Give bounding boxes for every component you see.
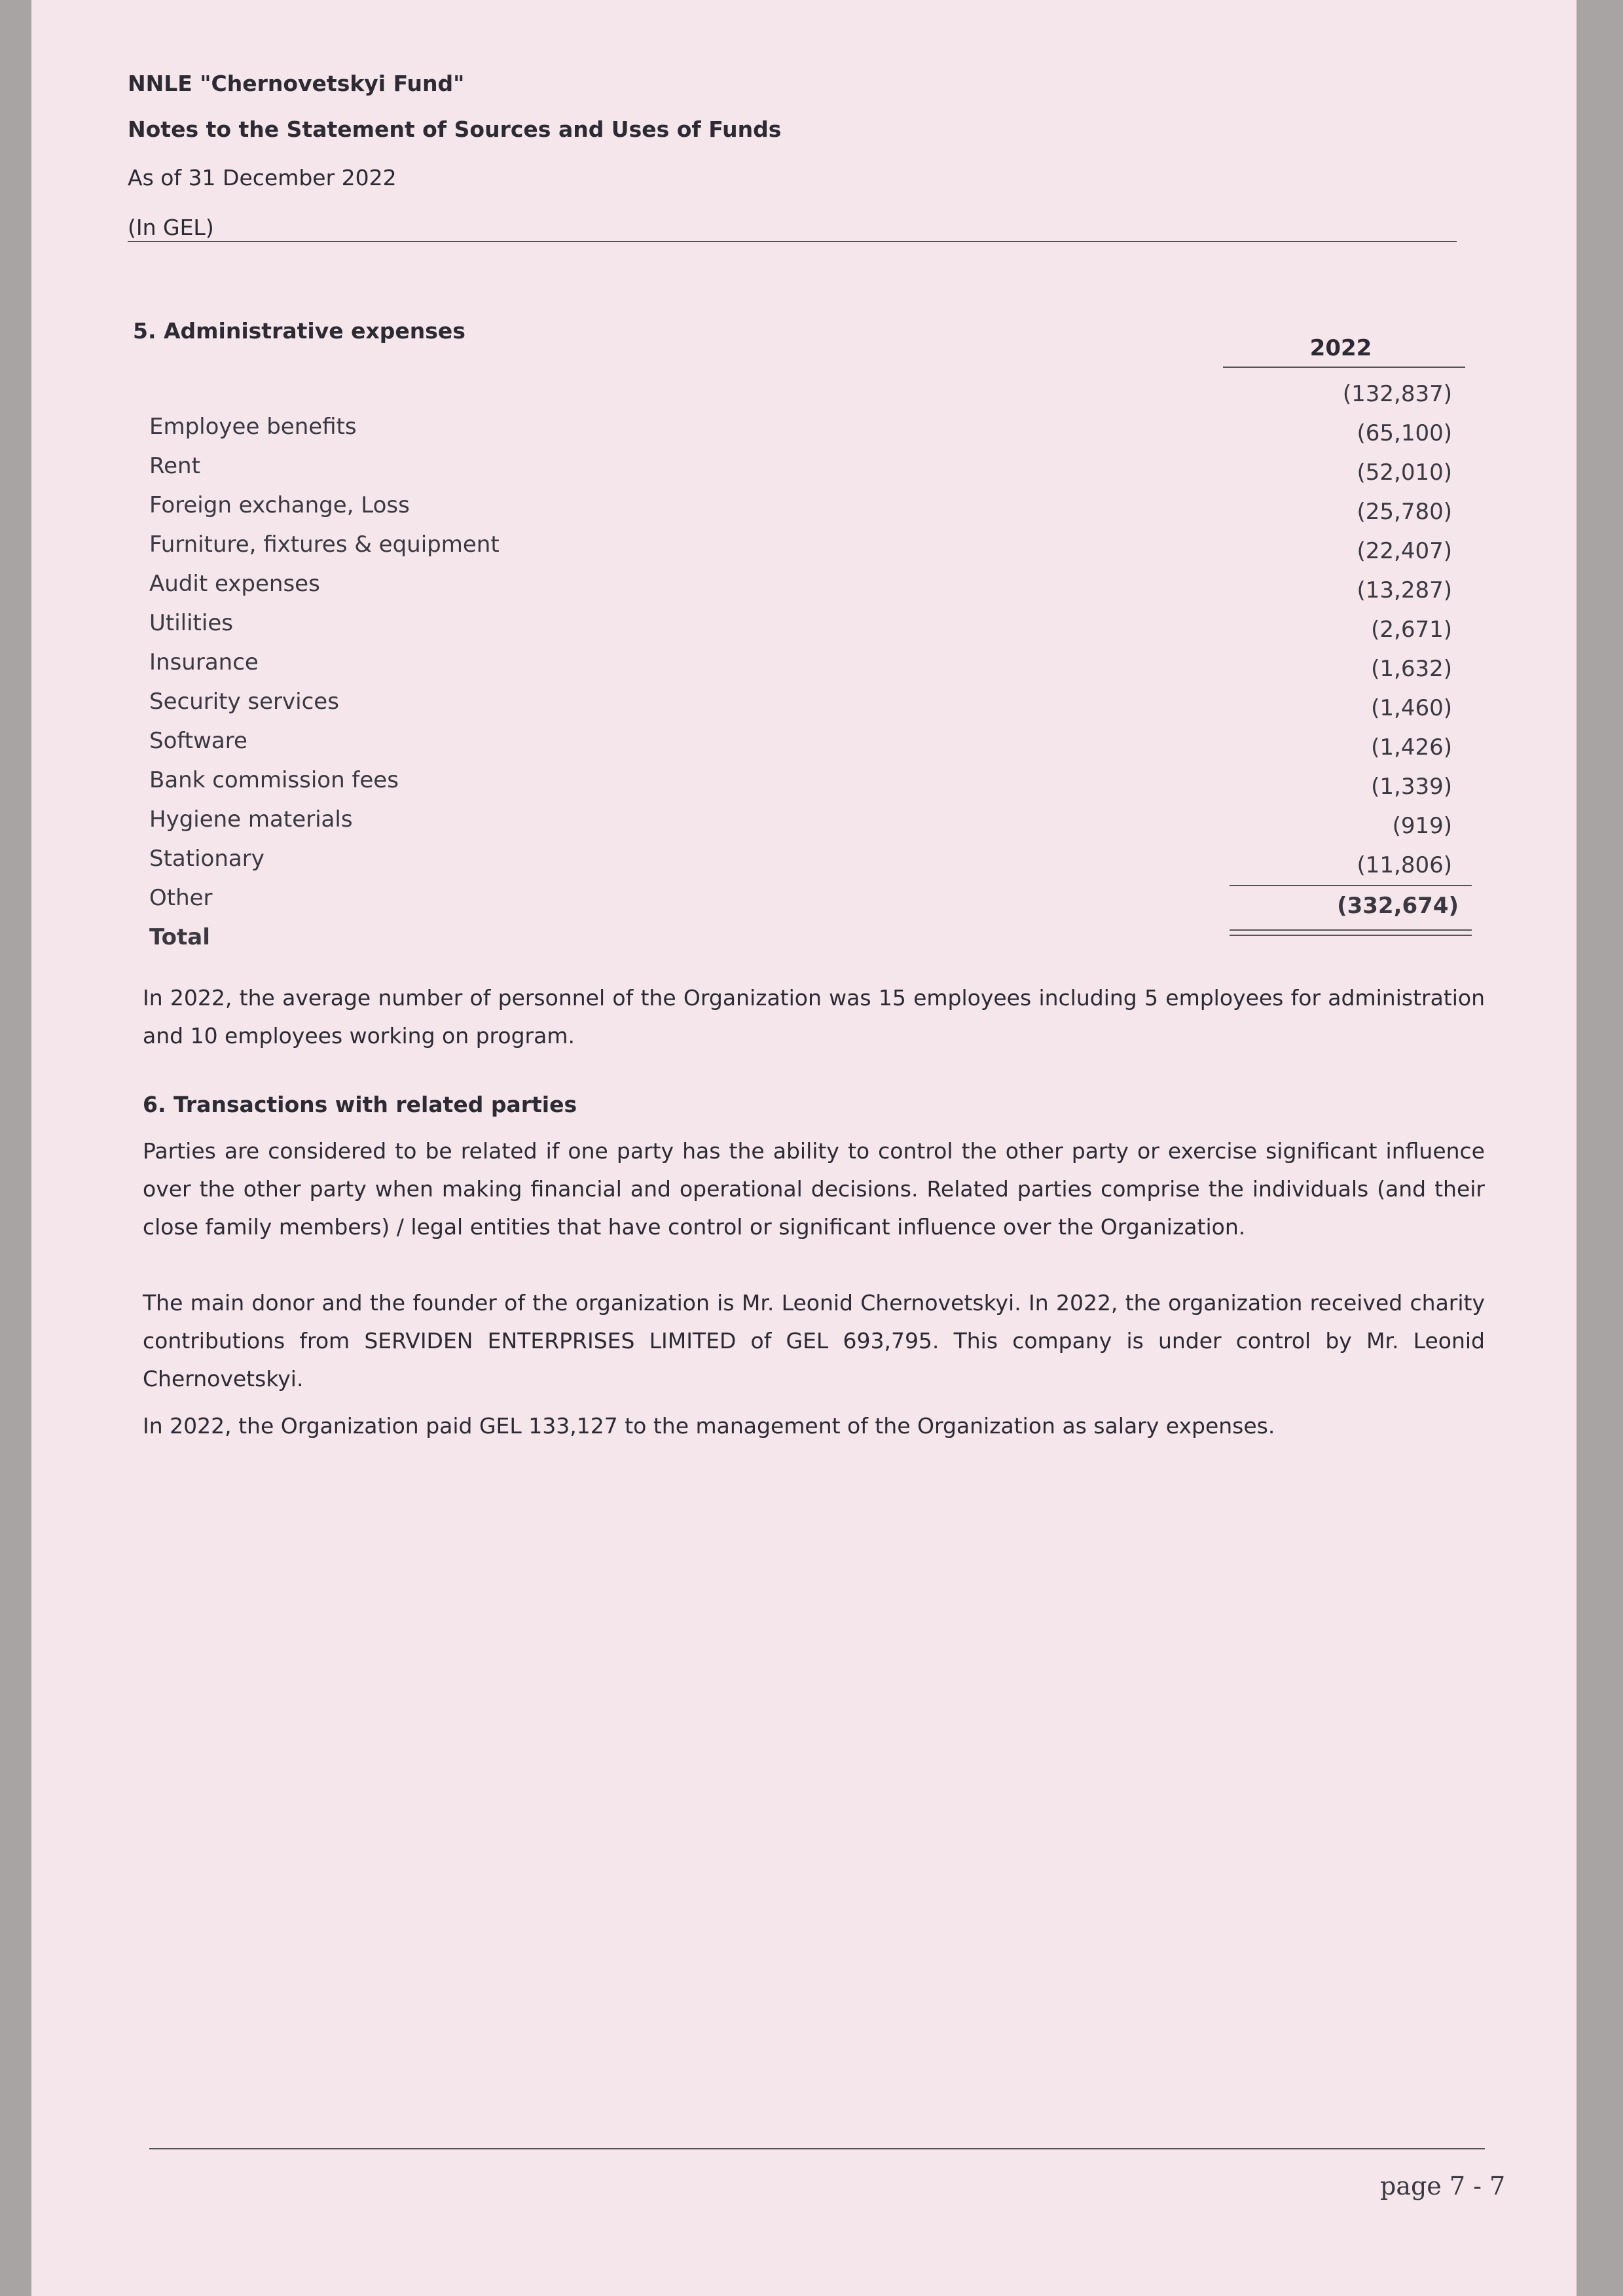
expense-label: Utilities bbox=[149, 610, 233, 636]
expense-label: Security services bbox=[149, 689, 339, 715]
document-page bbox=[31, 0, 1577, 2296]
expense-value: (1,460) bbox=[1371, 695, 1452, 721]
document-title: Notes to the Statement of Sources and Uses of Funds bbox=[128, 117, 782, 142]
year-header-rule bbox=[1223, 367, 1465, 368]
expense-label: Software bbox=[149, 728, 247, 754]
expense-value: (919) bbox=[1392, 813, 1452, 839]
year-column-header: 2022 bbox=[1309, 335, 1372, 361]
expense-value: (1,426) bbox=[1371, 734, 1452, 761]
report-date: As of 31 December 2022 bbox=[128, 165, 397, 190]
expense-value: (1,632) bbox=[1371, 656, 1452, 682]
expense-label: Rent bbox=[149, 453, 200, 479]
related-parties-paragraph-3: In 2022, the Organization paid GEL 133,127 to the management of the Organization as salary expenses. bbox=[143, 1413, 1275, 1439]
expense-label: Stationary bbox=[149, 846, 264, 872]
header-rule bbox=[128, 241, 1457, 242]
subtotal-rule bbox=[1230, 885, 1472, 886]
expense-value: (22,407) bbox=[1357, 538, 1452, 564]
expense-value: (65,100) bbox=[1357, 420, 1452, 446]
total-double-rule-top bbox=[1230, 929, 1472, 931]
page-number: page 7 - 7 bbox=[1380, 2172, 1506, 2200]
section-6-title: 6. Transactions with related parties bbox=[143, 1092, 577, 1117]
expense-value: (1,339) bbox=[1371, 774, 1452, 800]
expense-label: Insurance bbox=[149, 649, 259, 675]
expense-label: Audit expenses bbox=[149, 571, 320, 597]
footer-rule bbox=[149, 2148, 1485, 2149]
personnel-note: In 2022, the average number of personnel of the Organization was 15 employees including 5 employees for administration and 10 employees working on program. bbox=[143, 985, 1485, 1049]
expense-value: (52,010) bbox=[1357, 459, 1452, 486]
expense-value: (11,806) bbox=[1357, 852, 1452, 878]
section-5-title: 5. Administrative expenses bbox=[133, 318, 465, 344]
expense-label: Other bbox=[149, 885, 213, 911]
expense-value: (132,837) bbox=[1342, 381, 1452, 407]
currency-note: (In GEL) bbox=[128, 215, 214, 240]
expense-value: (25,780) bbox=[1357, 499, 1452, 525]
related-parties-paragraph-2: The main donor and the founder of the organization is Mr. Leonid Chernovetskyi. In 2022, the organization received charity contributions from SERVIDEN ENTERPRISES LIMITED of GEL 693,795. This company is under control by Mr. Leonid Chernovetskyi. bbox=[143, 1290, 1485, 1391]
expense-label: Foreign exchange, Loss bbox=[149, 492, 410, 518]
total-label: Total bbox=[149, 924, 210, 950]
expense-label: Furniture, fixtures & equipment bbox=[149, 531, 500, 558]
organization-name: NNLE "Chernovetskyi Fund" bbox=[128, 71, 465, 96]
expense-label: Hygiene materials bbox=[149, 806, 353, 833]
expense-value: (2,671) bbox=[1371, 617, 1452, 643]
total-double-rule-bottom bbox=[1230, 935, 1472, 936]
expense-value: (13,287) bbox=[1357, 577, 1452, 603]
expense-label: Employee benefits bbox=[149, 414, 357, 440]
total-value: (332,674) bbox=[1337, 893, 1459, 919]
expense-label: Bank commission fees bbox=[149, 767, 399, 793]
related-parties-paragraph-1: Parties are considered to be related if one party has the ability to control the other party or exercise significant influence over the other party when making financial and operational decisions. Related parties comprise the individuals (and their close family members) / legal entities that have control or significant influence over the Organization. bbox=[143, 1138, 1485, 1240]
